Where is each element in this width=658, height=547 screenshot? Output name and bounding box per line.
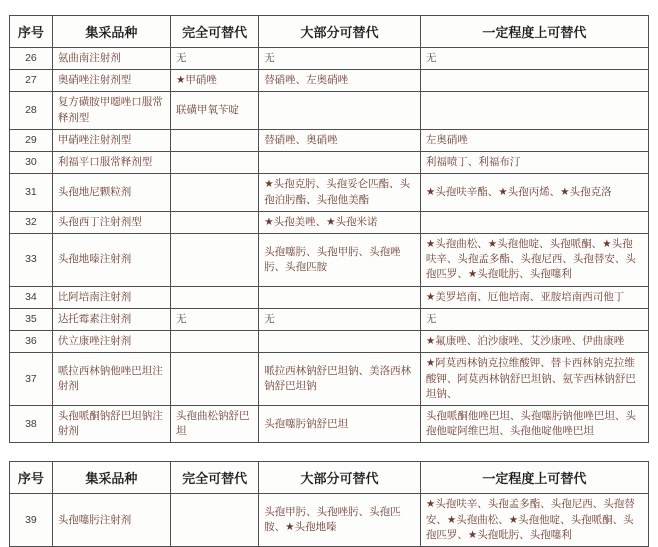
- cell-mostly-substitutable: [259, 331, 421, 353]
- column-header-most: 大部分可替代: [259, 16, 421, 48]
- table-row: [10, 405, 649, 442]
- column-header-no: 序号: [10, 462, 53, 494]
- cell-partly-substitutable: ★氟康唑、泊沙康唑、艾沙康唑、伊曲康唑: [420, 331, 648, 353]
- cell-fully-substitutable: [171, 353, 259, 406]
- cell-row-number: 28: [10, 92, 53, 129]
- cell-procurement-variety: 头孢噻肟注射剂: [52, 494, 170, 547]
- cell-row-number: 30: [10, 152, 53, 174]
- cell-mostly-substitutable: ★头孢克肟、头孢妥仑匹酯、头孢泊肟酯、头孢他美酯: [259, 174, 421, 211]
- cell-partly-substitutable: ★头孢曲松、★头孢他啶、头孢哌酮、★头孢呋辛、头孢孟多酯、头孢尼西、头孢替安、头孢匹罗、★头孢吡肟、头孢噻利: [420, 233, 648, 286]
- table-row: [10, 92, 649, 129]
- cell-row-number: 26: [10, 48, 53, 70]
- cell-row-number: 27: [10, 70, 53, 92]
- cell-mostly-substitutable: ★头孢美唑、★头孢米诺: [259, 211, 421, 233]
- drug-substitution-table-continued: [9, 461, 649, 547]
- cell-fully-substitutable: [171, 152, 259, 174]
- column-header-full: 完全可替代: [171, 16, 259, 48]
- cell-mostly-substitutable: 无: [259, 308, 421, 330]
- table-row: [10, 233, 649, 286]
- cell-fully-substitutable: 联磺甲氧苄啶: [171, 92, 259, 129]
- cell-mostly-substitutable: 哌拉西林钠舒巴坦钠、美洛西林钠舒巴坦钠: [259, 353, 421, 406]
- header-row: [10, 462, 649, 494]
- cell-partly-substitutable: ★头孢呋辛、头孢孟多酯、头孢尼西、头孢替安、★头孢曲松、★头孢他啶、头孢哌酮、头孢匹罗、★头孢吡肟、头孢噻利: [420, 494, 648, 547]
- cell-procurement-variety: 利福平口服常释剂型: [52, 152, 170, 174]
- cell-row-number: 32: [10, 211, 53, 233]
- column-header-some: 一定程度上可替代: [420, 462, 648, 494]
- cell-partly-substitutable: [420, 92, 648, 129]
- cell-procurement-variety: 头孢地嗪注射剂: [52, 233, 170, 286]
- cell-row-number: 38: [10, 405, 53, 442]
- cell-mostly-substitutable: 头孢甲肟、头孢唑肟、头孢匹胺、★头孢地嗪: [259, 494, 421, 547]
- column-header-no: 序号: [10, 16, 53, 48]
- cell-procurement-variety: 伏立康唑注射剂: [52, 331, 170, 353]
- cell-fully-substitutable: [171, 129, 259, 151]
- cell-procurement-variety: 达托霉素注射剂: [52, 308, 170, 330]
- cell-procurement-variety: 甲硝唑注射剂型: [52, 129, 170, 151]
- table-row: [10, 211, 649, 233]
- cell-procurement-variety: 奥硝唑注射剂型: [52, 70, 170, 92]
- cell-row-number: 31: [10, 174, 53, 211]
- column-header-some: 一定程度上可替代: [420, 16, 648, 48]
- table-row: [10, 174, 649, 211]
- cell-procurement-variety: 头孢哌酮钠舒巴坦钠注射剂: [52, 405, 170, 442]
- table-row: [10, 331, 649, 353]
- cell-partly-substitutable: [420, 211, 648, 233]
- cell-partly-substitutable: ★头孢呋辛酯、★头孢丙烯、★头孢克洛: [420, 174, 648, 211]
- cell-mostly-substitutable: 头孢噻肟钠舒巴坦: [259, 405, 421, 442]
- table-row: [10, 286, 649, 308]
- cell-fully-substitutable: [171, 233, 259, 286]
- cell-fully-substitutable: [171, 331, 259, 353]
- cell-mostly-substitutable: 无: [259, 48, 421, 70]
- cell-mostly-substitutable: [259, 152, 421, 174]
- cell-partly-substitutable: 头孢哌酮他唑巴坦、头孢噻肟钠他唑巴坦、头孢他啶阿维巴坦、头孢他啶他唑巴坦: [420, 405, 648, 442]
- cell-row-number: 33: [10, 233, 53, 286]
- table-row: [10, 353, 649, 406]
- cell-fully-substitutable: 无: [171, 48, 259, 70]
- column-header-variety: 集采品种: [52, 16, 170, 48]
- table-row: [10, 48, 649, 70]
- drug-substitution-table-main: [9, 15, 649, 443]
- cell-fully-substitutable: [171, 286, 259, 308]
- cell-partly-substitutable: 无: [420, 48, 648, 70]
- cell-row-number: 37: [10, 353, 53, 406]
- column-header-full: 完全可替代: [171, 462, 259, 494]
- table-row: [10, 308, 649, 330]
- cell-fully-substitutable: [171, 211, 259, 233]
- cell-partly-substitutable: 无: [420, 308, 648, 330]
- cell-fully-substitutable: [171, 494, 259, 547]
- column-header-variety: 集采品种: [52, 462, 170, 494]
- cell-row-number: 34: [10, 286, 53, 308]
- cell-row-number: 39: [10, 494, 53, 547]
- cell-mostly-substitutable: 头孢噻肟、头孢甲肟、头孢唑肟、头孢匹胺: [259, 233, 421, 286]
- header-row: [10, 16, 649, 48]
- cell-partly-substitutable: 利福喷丁、利福布汀: [420, 152, 648, 174]
- cell-mostly-substitutable: 替硝唑、左奥硝唑: [259, 70, 421, 92]
- cell-mostly-substitutable: 替硝唑、奥硝唑: [259, 129, 421, 151]
- cell-procurement-variety: 氨曲南注射剂: [52, 48, 170, 70]
- cell-mostly-substitutable: [259, 92, 421, 129]
- cell-partly-substitutable: [420, 70, 648, 92]
- cell-fully-substitutable: ★甲硝唑: [171, 70, 259, 92]
- cell-fully-substitutable: 头孢曲松钠舒巴坦: [171, 405, 259, 442]
- cell-fully-substitutable: 无: [171, 308, 259, 330]
- table-row: [10, 152, 649, 174]
- cell-procurement-variety: 比阿培南注射剂: [52, 286, 170, 308]
- cell-mostly-substitutable: [259, 286, 421, 308]
- cell-row-number: 35: [10, 308, 53, 330]
- cell-row-number: 36: [10, 331, 53, 353]
- cell-row-number: 29: [10, 129, 53, 151]
- cell-procurement-variety: 哌拉西林钠他唑巴坦注射剂: [52, 353, 170, 406]
- table-gap: [9, 443, 649, 461]
- cell-partly-substitutable: 左奥硝唑: [420, 129, 648, 151]
- cell-procurement-variety: 头孢地尼颗粒剂: [52, 174, 170, 211]
- table-row: [10, 70, 649, 92]
- cell-fully-substitutable: [171, 174, 259, 211]
- cell-partly-substitutable: ★阿莫西林钠克拉维酸钾、替卡西林钠克拉维酸钾、阿莫西林钠舒巴坦钠、氨苄西林钠舒巴坦钠、: [420, 353, 648, 406]
- cell-procurement-variety: 复方磺胺甲噁唑口服常释剂型: [52, 92, 170, 129]
- cell-procurement-variety: 头孢西丁注射剂型: [52, 211, 170, 233]
- table-row: [10, 129, 649, 151]
- column-header-most: 大部分可替代: [259, 462, 421, 494]
- table-row: [10, 494, 649, 547]
- cell-partly-substitutable: ★美罗培南、厄他培南、亚胺培南西司他丁: [420, 286, 648, 308]
